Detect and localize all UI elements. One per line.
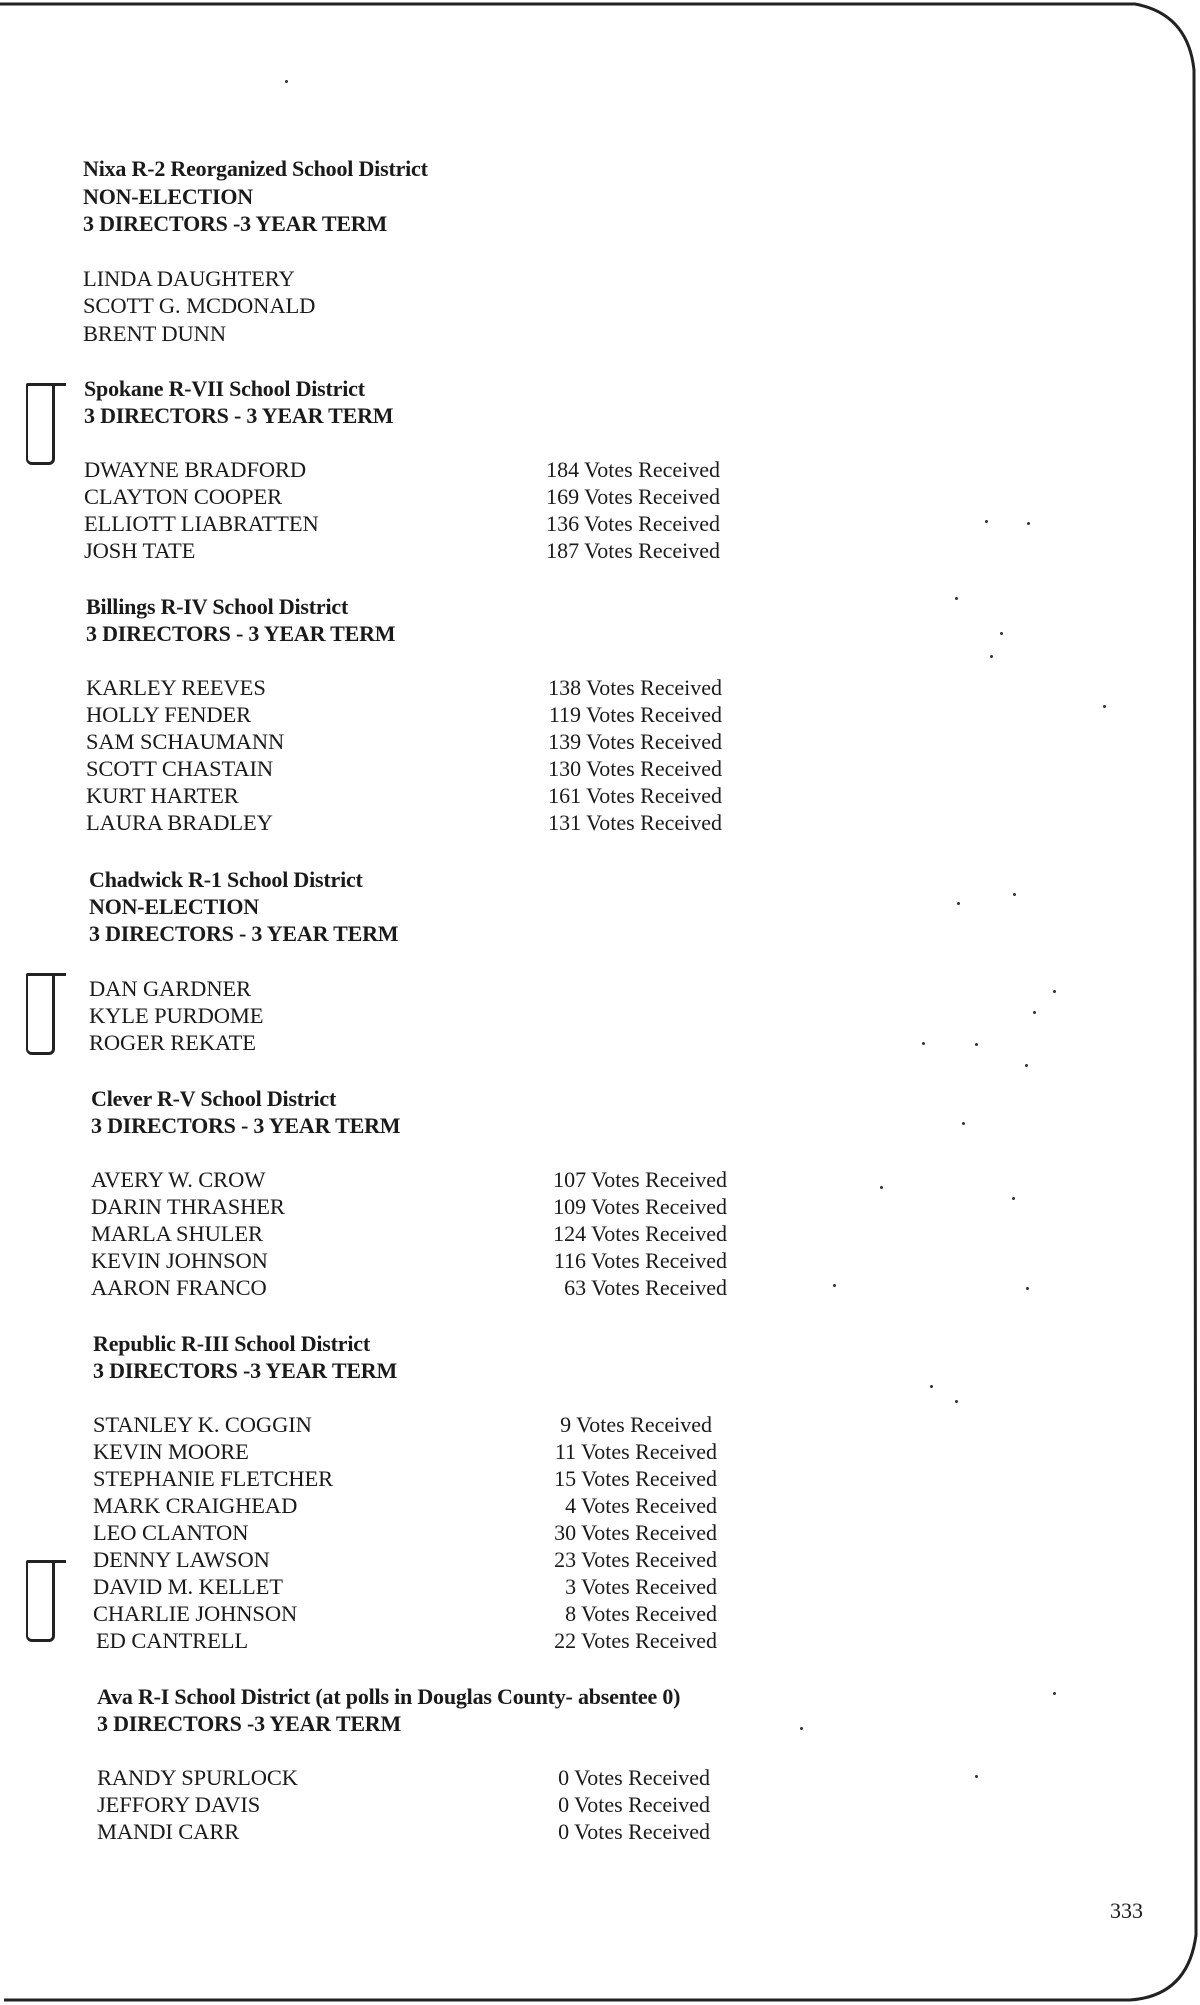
candidate-name: LAURA BRADLEY [86,810,273,835]
candidate-row [0,1029,1200,1057]
votes-received: 119 Votes Received [548,702,722,727]
election-status: NON-ELECTION [89,894,259,919]
candidate-row [0,1573,1200,1601]
election-status: NON-ELECTION [83,184,253,209]
page-number: 333 [1110,1898,1143,1923]
scan-speck [1000,632,1003,635]
scan-speck [800,1727,803,1730]
scan-speck [1013,893,1016,896]
votes-received: 107 Votes Received [553,1167,727,1192]
votes-received: 109 Votes Received [553,1194,727,1219]
candidate-row [0,265,1200,293]
votes-received: 63 Votes Received [564,1275,727,1300]
seats-term: 3 DIRECTORS - 3 YEAR TERM [91,1113,401,1138]
candidate-name: SAM SCHAUMANN [86,729,285,754]
candidate-row [0,1791,1200,1819]
candidate-row [0,292,1200,320]
punch-hole-top [26,383,55,465]
votes-received: 139 Votes Received [548,729,722,754]
scan-speck [955,597,958,600]
seats-term: 3 DIRECTORS - 3 YEAR TERM [86,621,396,646]
candidate-row [0,1193,1200,1221]
candidate-row [0,1546,1200,1574]
candidate-row [0,1220,1200,1248]
candidate-name: KARLEY REEVES [86,675,266,700]
votes-received: 22 Votes Received [554,1628,717,1653]
votes-received: 0 Votes Received [558,1792,710,1817]
scan-speck [930,1385,933,1388]
district-title: Republic R-III School District [93,1331,370,1356]
scan-speck [1025,1064,1028,1067]
candidate-name: SCOTT G. MCDONALD [83,293,316,318]
scan-speck [962,1122,965,1125]
candidate-name: KURT HARTER [86,783,239,808]
candidate-row [0,1519,1200,1547]
votes-received: 0 Votes Received [558,1765,710,1790]
candidate-name: DAN GARDNER [89,976,252,1001]
candidate-name: CHARLIE JOHNSON [93,1601,298,1626]
district-title: Billings R-IV School District [86,594,349,619]
candidate-row [0,728,1200,756]
candidate-name: ED CANTRELL [96,1628,249,1653]
candidate-row [0,1465,1200,1493]
candidate-row [0,809,1200,837]
district-title: Clever R-V School District [91,1086,337,1111]
candidate-name: LEO CLANTON [93,1520,249,1545]
candidate-row [0,755,1200,783]
candidate-name: AARON FRANCO [91,1275,267,1300]
candidate-name: BRENT DUNN [83,321,226,346]
candidate-row [0,1166,1200,1194]
votes-received: 3 Votes Received [565,1574,717,1599]
candidate-row [0,1411,1200,1439]
candidate-row [0,456,1200,484]
votes-received: 124 Votes Received [553,1221,727,1246]
candidate-row [0,510,1200,538]
candidate-row [0,1600,1200,1628]
votes-received: 116 Votes Received [553,1248,727,1273]
candidate-row [0,483,1200,511]
candidate-row [0,320,1200,348]
votes-received: 187 Votes Received [546,538,720,563]
candidate-name: MARLA SHULER [91,1221,263,1246]
candidate-row [0,1492,1200,1520]
candidate-row [0,1002,1200,1030]
seats-term: 3 DIRECTORS -3 YEAR TERM [97,1711,402,1736]
candidate-row [0,1627,1200,1655]
votes-received: 130 Votes Received [548,756,722,781]
candidate-row [0,1274,1200,1302]
scan-speck [990,655,993,658]
candidate-name: STEPHANIE FLETCHER [93,1466,334,1491]
scan-speck [957,902,960,905]
candidate-name: HOLLY FENDER [86,702,252,727]
candidate-row [0,537,1200,565]
votes-received: 4 Votes Received [565,1493,717,1518]
votes-received: 136 Votes Received [546,511,720,536]
votes-received: 184 Votes Received [546,457,720,482]
votes-received: 131 Votes Received [548,810,722,835]
candidate-row [0,1438,1200,1466]
candidate-name: SCOTT CHASTAIN [86,756,274,781]
candidate-name: RANDY SPURLOCK [97,1765,298,1790]
scan-speck [955,1400,958,1403]
candidate-row [0,674,1200,702]
votes-received: 8 Votes Received [565,1601,717,1626]
votes-received: 23 Votes Received [554,1547,717,1572]
candidate-name: MARK CRAIGHEAD [93,1493,298,1518]
votes-received: 15 Votes Received [554,1466,717,1491]
candidate-name: DENNY LAWSON [93,1547,270,1572]
scan-speck [1053,1692,1056,1695]
votes-received: 30 Votes Received [554,1520,717,1545]
candidate-name: AVERY W. CROW [91,1167,266,1192]
candidate-name: CLAYTON COOPER [84,484,283,509]
district-title: Spokane R-VII School District [84,376,365,401]
district-title: Ava R-I School District (at polls in Douglas County- absentee 0) [97,1684,681,1709]
candidate-row [0,782,1200,810]
seats-term: 3 DIRECTORS - 3 YEAR TERM [89,921,399,946]
candidate-name: DARIN THRASHER [91,1194,285,1219]
candidate-name: KEVIN MOORE [93,1439,249,1464]
votes-received: 169 Votes Received [546,484,720,509]
votes-received: 161 Votes Received [548,783,722,808]
candidate-name: MANDI CARR [97,1819,240,1844]
candidate-name: JOSH TATE [84,538,196,563]
votes-received: 11 Votes Received [554,1439,717,1464]
votes-received: 9 Votes Received [560,1412,712,1437]
candidate-name: JEFFORY DAVIS [97,1792,261,1817]
seats-term: 3 DIRECTORS -3 YEAR TERM [83,211,388,236]
seats-term: 3 DIRECTORS - 3 YEAR TERM [84,403,394,428]
seats-term: 3 DIRECTORS -3 YEAR TERM [93,1358,398,1383]
candidate-row [0,1764,1200,1792]
candidate-name: KYLE PURDOME [89,1003,264,1028]
district-title: Nixa R-2 Reorganized School District [83,156,428,181]
scan-speck [285,80,288,83]
candidate-row [0,1818,1200,1846]
candidate-name: ROGER REKATE [89,1030,256,1055]
votes-received: 138 Votes Received [548,675,722,700]
candidate-name: KEVIN JOHNSON [91,1248,268,1273]
candidate-name: DAVID M. KELLET [93,1574,283,1599]
candidate-name: LINDA DAUGHTERY [83,266,295,291]
candidate-name: STANLEY K. COGGIN [93,1412,312,1437]
candidate-name: DWAYNE BRADFORD [84,457,307,482]
candidate-row [0,1247,1200,1275]
district-title: Chadwick R-1 School District [89,867,363,892]
candidate-name: ELLIOTT LIABRATTEN [84,511,319,536]
candidate-row [0,975,1200,1003]
candidate-row [0,701,1200,729]
votes-received: 0 Votes Received [558,1819,710,1844]
